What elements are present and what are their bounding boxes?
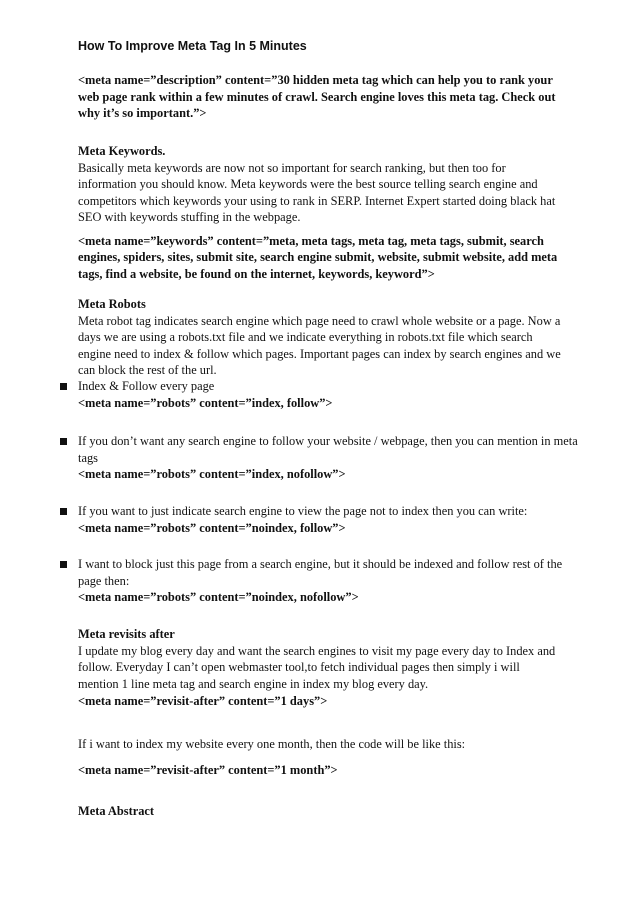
code-line: <meta name=”robots” content=”index, follow”> (78, 395, 333, 410)
paragraph-line: Basically meta keywords are now not so important for search ranking, but then too for (78, 160, 506, 175)
list-item-text: If you don’t want any search engine to follow your website / webpage, then you can mention in meta (78, 434, 578, 448)
paragraph-line: can block the rest of the url. (78, 363, 217, 377)
code-line: <meta name=”description” content=”30 hidden meta tag which can help you to rank your (78, 73, 553, 87)
keywords-section (78, 143, 568, 282)
code-line: <meta name=”robots” content=”noindex, nofollow”> (78, 590, 359, 604)
code-line: <meta name=”keywords” content=”meta, meta tags, meta tag, meta tags, submit, search (78, 233, 544, 248)
revisit-section (78, 626, 568, 692)
list-item (78, 378, 568, 411)
list-item (78, 503, 568, 536)
list-item-text: tags (78, 450, 98, 465)
page-title: How To Improve Meta Tag In 5 Minutes (78, 39, 307, 53)
bullet-square-icon (60, 438, 67, 445)
paragraph-line: Meta robot tag indicates search engine which page need to crawl whole website or a page. Now a (78, 313, 561, 328)
list-item-text: Index & Follow every page (78, 379, 215, 393)
bullet-square-icon (60, 508, 67, 515)
bullet-square-icon (60, 561, 67, 568)
description-meta-code (78, 72, 568, 122)
bullet-square-icon (60, 383, 67, 390)
revisit-month-code: <meta name=”revisit-after” content=”1 month”> (78, 763, 338, 777)
code-line: <meta name=”robots” content=”index, nofollow”> (78, 467, 346, 481)
paragraph-line: information you should know. Meta keywords were the best source telling search engine and (78, 177, 538, 191)
paragraph-line: SEO with keywords stuffing in the webpage. (78, 210, 301, 224)
list-item (78, 433, 578, 483)
list-item-text: I want to block just this page from a search engine, but it should be indexed and follow rest of the (78, 557, 563, 571)
list-item-text: If you want to just indicate search engine to view the page not to index then you can write: (78, 504, 528, 518)
code-line: web page rank within a few minutes of crawl. Search engine loves this meta tag. Check out (78, 89, 556, 104)
section-heading: Meta revisits after (78, 627, 175, 641)
section-heading: Meta Robots (78, 297, 146, 311)
revisit-day-code: <meta name=”revisit-after” content=”1 days”> (78, 694, 328, 708)
robots-section (78, 296, 568, 379)
paragraph-line: competitors which keywords your using to rank in SERP. Internet Expert started doing black hat (78, 193, 556, 208)
paragraph-line: mention 1 line meta tag and search engine in index my blog every day. (78, 676, 429, 691)
paragraph-line: I update my blog every day and want the search engines to visit my page every day to Index and (78, 643, 556, 658)
revisit-month-text: If i want to index my website every one month, then the code will be like this: (78, 737, 466, 751)
section-heading: Meta Keywords. (78, 144, 166, 158)
list-item-text: page then: (78, 573, 130, 588)
code-line: why it’s so important.”> (78, 106, 207, 120)
code-line: <meta name=”robots” content=”noindex, follow”> (78, 520, 346, 535)
section-heading: Meta Abstract (78, 804, 155, 818)
code-line: engines, spiders, sites, submit site, search engine submit, website, submit website, add meta (78, 250, 558, 264)
code-line: tags, find a website, be found on the internet, keywords, keyword”> (78, 266, 435, 281)
paragraph-line: follow. Everyday I can’t open webmaster tool,to fetch individual pages then simply i will (78, 660, 520, 674)
list-item (78, 556, 568, 606)
paragraph-line: engine need to index & follow which pages. Important pages can index by search engines and we (78, 346, 561, 361)
paragraph-line: days we are using a robots.txt file and we indicate everything in robots.txt file which search (78, 330, 533, 344)
